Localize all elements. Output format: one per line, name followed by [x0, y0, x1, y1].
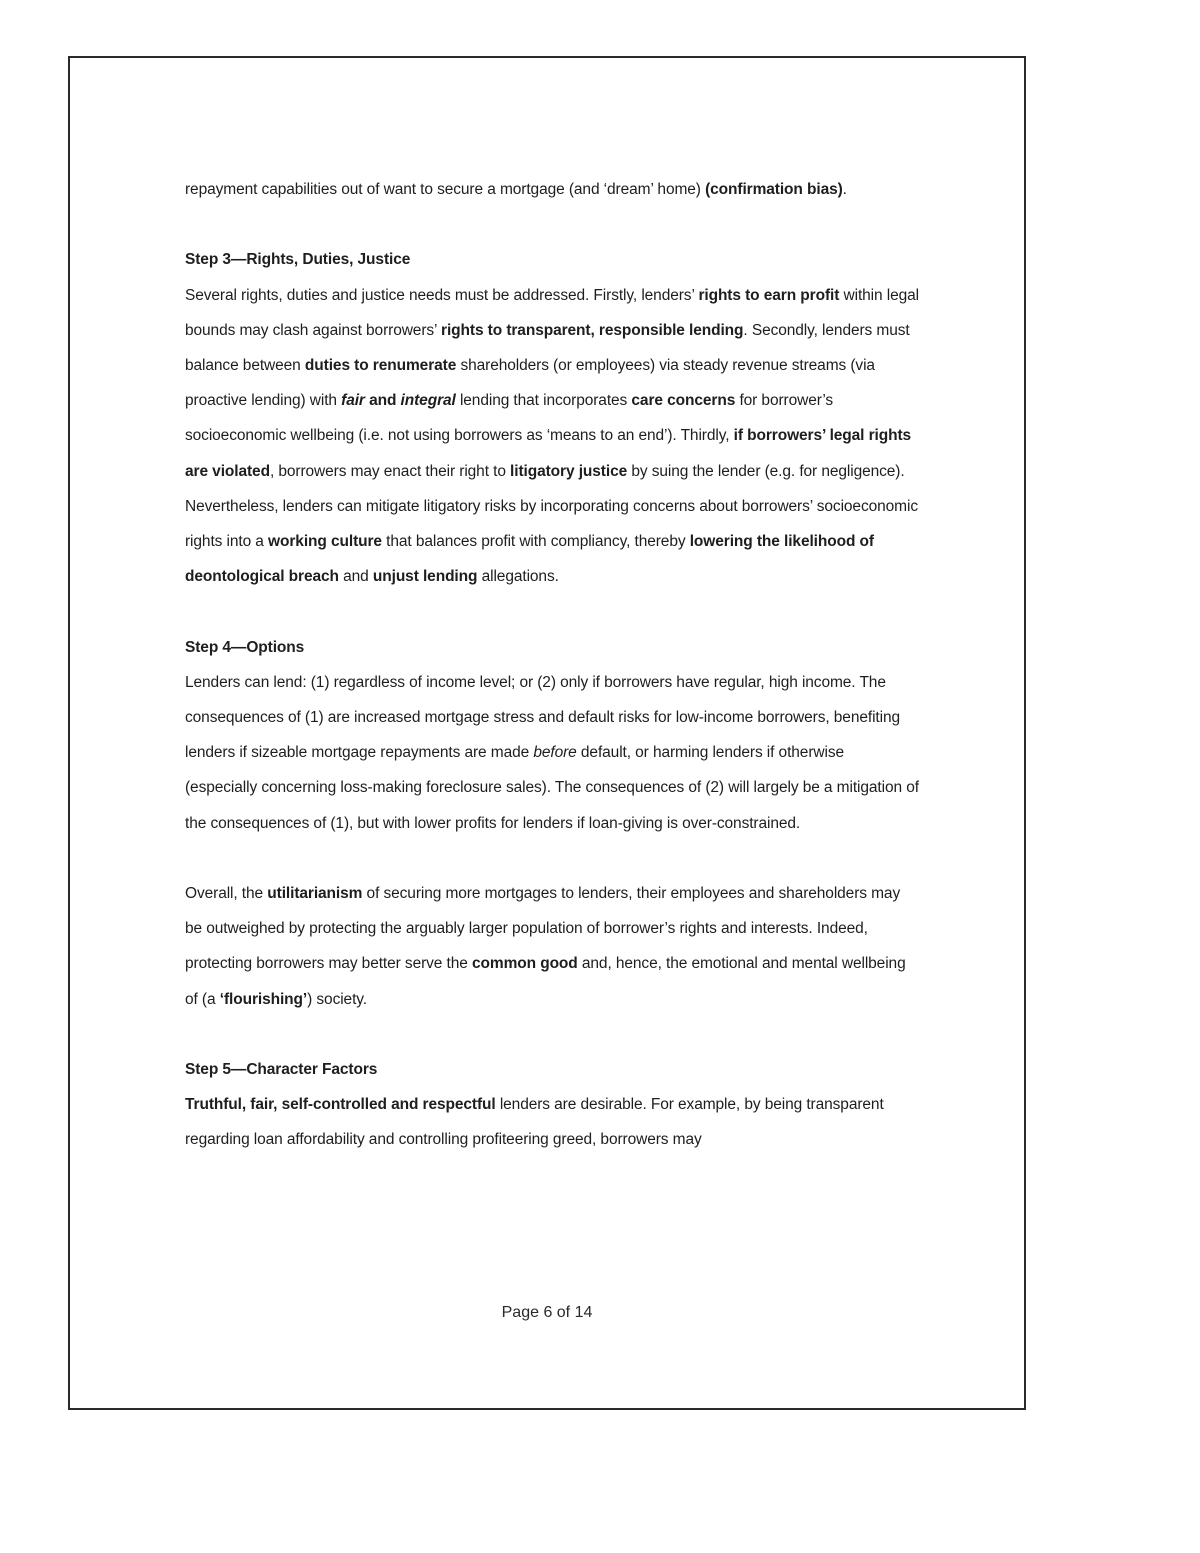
text-run-bold: lowering the likelihood of deontological breach — [185, 533, 874, 586]
text-run-normal: allegations. — [477, 568, 559, 586]
overall-paragraph — [185, 876, 920, 1017]
text-run-normal: . Secondly, lenders must balance between — [185, 321, 910, 374]
text-run-normal: within legal bounds may clash against borrowers’ — [185, 286, 919, 339]
text-run-bold: and — [364, 392, 401, 410]
text-run-bold: ‘flourishing’ — [219, 990, 308, 1008]
text-run-bold: Truthful, fair, self-controlled and respectful — [185, 1096, 496, 1114]
text-run-bold: common good — [472, 955, 578, 973]
text-run-bold: if borrowers’ legal rights are violated — [185, 427, 912, 480]
text-run-bold: care concerns — [631, 392, 736, 410]
text-run-normal: Several rights, duties and justice needs must be addressed. Firstly, lenders’ — [185, 286, 699, 304]
text-run-bold: duties to renumerate — [304, 357, 457, 374]
continuation-paragraph — [185, 172, 920, 207]
text-run-normal: for borrower’s socioeconomic wellbeing (i.e. not using borrowers as ‘means to an end’). Thirdly, — [185, 392, 834, 445]
step5-paragraph — [185, 1087, 920, 1157]
text-run-bold: utilitarianism — [267, 885, 363, 903]
text-run-bold: (confirmation bias) — [705, 181, 843, 198]
text-run-normal: shareholders (or employees) via steady revenue streams (via proactive lending) with — [185, 357, 875, 410]
text-run-normal: , borrowers may enact their right to — [269, 462, 511, 480]
text-run-bold: rights to transparent, responsible lending — [441, 321, 744, 339]
text-run-normal: Lenders can lend: (1) regardless of income level; or (2) only if borrowers have regular, high income. The consequences of (1) are increased mortgage stress and default risks for low-income borrowers, benefiting lenders if sizeable mortgage repayments are made — [185, 673, 901, 762]
text-run-bold-italic: fair — [341, 392, 365, 410]
step4-heading: Step 4—Options — [185, 638, 305, 656]
text-run-normal: Overall, the — [185, 885, 268, 903]
text-run-bold: working culture — [268, 533, 382, 551]
step4-paragraph — [185, 665, 920, 841]
text-run-normal: ) society. — [307, 990, 367, 1008]
text-run-normal: repayment capabilities out of want to secure a mortgage (and ‘dream’ home) — [185, 181, 706, 198]
text-run-normal: of securing more mortgages to lenders, their employees and shareholders may be outweighed by protecting the arguably larger population of borrower’s rights and interests. Indeed, protecting borrowers may better serve the — [185, 885, 901, 973]
step3-heading: Step 3—Rights, Duties, Justice — [185, 251, 411, 269]
text-run-bold: rights to earn profit — [698, 286, 840, 304]
page-number: Page 6 of 14 — [501, 1304, 593, 1321]
text-run-normal: default, or harming lenders if otherwise (especially concerning loss-making foreclosure sales). The consequences of (2) will largely be a mitigation of the consequences of (1), but with lower profits for lenders if loan-giving is over-constrained. — [185, 744, 919, 832]
text-run-italic: before — [533, 744, 577, 762]
text-run-normal: lenders are desirable. For example, by being transparent regarding loan affordability and controlling profiteering greed, borrowers may — [185, 1096, 884, 1149]
text-run-normal: by suing the lender (e.g. for negligence). Nevertheless, lenders can mitigate litigatory risks by incorporating concerns about borrowers’ socioeconomic rights into a — [185, 462, 918, 551]
text-run-normal: . — [842, 181, 847, 198]
text-run-normal: lending that incorporates — [455, 392, 632, 410]
step3-paragraph — [185, 278, 920, 595]
paragraph-gap — [185, 841, 920, 876]
text-run-normal: and — [338, 568, 373, 586]
text-run-normal: and, hence, the emotional and mental wellbeing of (a — [185, 955, 906, 1008]
document-body — [185, 172, 920, 1158]
paragraph-gap — [185, 594, 920, 629]
paragraph-gap — [185, 1017, 920, 1052]
text-run-bold: litigatory justice — [510, 462, 628, 480]
text-run-bold-italic: integral — [400, 392, 456, 410]
text-run-bold: unjust lending — [372, 568, 478, 586]
paragraph-gap — [185, 207, 920, 242]
step5-heading: Step 5—Character Factors — [185, 1061, 378, 1079]
text-run-normal: that balances profit with compliancy, thereby — [381, 533, 690, 551]
